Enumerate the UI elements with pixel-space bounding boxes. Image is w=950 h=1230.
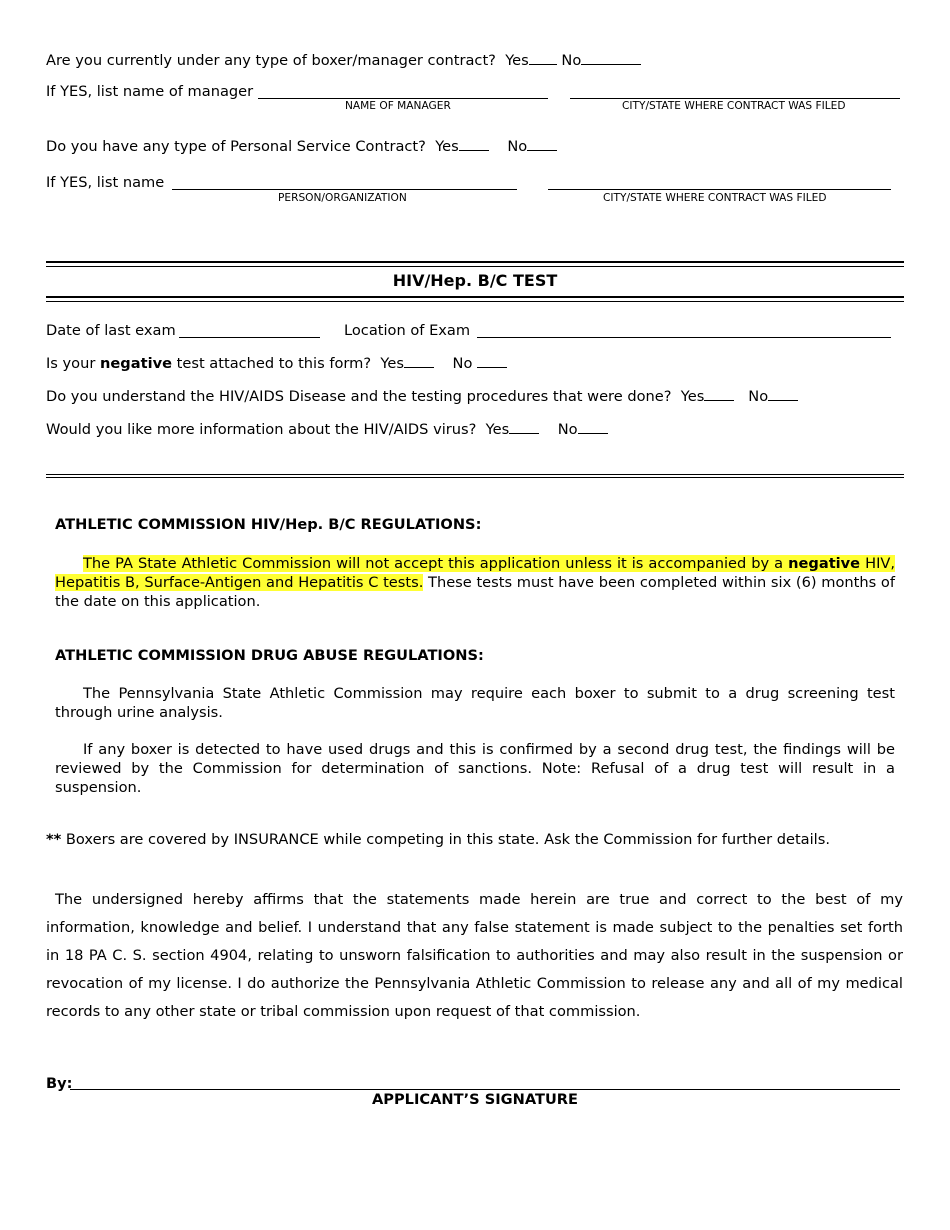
- manager-contract-question: Are you currently under any type of boxer/manager contract? Yes No: [46, 51, 641, 69]
- understand-no-field[interactable]: [768, 387, 798, 401]
- personal-service-question: Do you have any type of Personal Service Contract? Yes No: [46, 137, 557, 155]
- exam-location-field[interactable]: [477, 324, 891, 338]
- more-info-yes-field[interactable]: [509, 420, 539, 434]
- manager-contract-yes-field[interactable]: [529, 51, 557, 65]
- hiv-section-title: HIV/Hep. B/C TEST: [392, 271, 558, 290]
- affirmation-paragraph: The undersigned hereby affirms that the statements made herein are true and correct to the best of my information, knowledge and belief. I understand that any false statement is made subject to the penalties set forth in 18 PA C. S. section 4904, relating to unsworn falsification to authorities and may also result in the suspension or revocation of my license. I do authorize the Pennsylvania Athletic Commission to release any and all of my medical records to any other state or tribal commission upon request of that commission.: [46, 891, 903, 1020]
- person-name-field[interactable]: [172, 176, 517, 190]
- understand-yes-field[interactable]: [704, 387, 734, 401]
- test-attached-no-field[interactable]: [477, 354, 507, 368]
- person-city-caption: CITY/STATE WHERE CONTRACT WAS FILED: [603, 192, 827, 204]
- hiv-regulations-paragraph: The PA State Athletic Commission will not accept this application unless it is accompanied by a negative HIV, Hepatitis B, Surface-Antigen and Hepatitis C tests. These tests must have been completed within six (6) months of the date on this application.: [55, 555, 895, 610]
- exam-location-label: Location of Exam: [344, 322, 471, 339]
- manager-name-caption: NAME OF MANAGER: [345, 100, 451, 112]
- section-divider: [46, 301, 904, 302]
- more-info-question: Would you like more information about the HIV/AIDS virus? Yes No: [46, 420, 608, 438]
- section-divider: [46, 474, 904, 475]
- insurance-note: ** Boxers are covered by INSURANCE while competing in this state. Ask the Commission for further details.: [46, 831, 830, 848]
- drug-regulations-paragraph-1: The Pennsylvania State Athletic Commission may require each boxer to submit to a drug screening test through urine analysis.: [55, 685, 895, 721]
- person-city-field[interactable]: [548, 176, 891, 190]
- signature-caption: APPLICANT’S SIGNATURE: [371, 1091, 579, 1108]
- section-divider: [46, 477, 904, 478]
- exam-date-label: Date of last exam: [46, 322, 176, 339]
- signature-field[interactable]: [70, 1076, 900, 1090]
- hiv-regulations-heading: ATHLETIC COMMISSION HIV/Hep. B/C REGULATIONS:: [55, 516, 482, 533]
- section-divider: [46, 296, 904, 298]
- manager-name-row: If YES, list name of manager: [46, 83, 254, 100]
- understand-question: Do you understand the HIV/AIDS Disease and the testing procedures that were done? Yes No: [46, 387, 798, 405]
- manager-city-field[interactable]: [570, 85, 900, 99]
- test-attached-question: Is your negative test attached to this form? Yes No: [46, 354, 507, 372]
- personal-service-yes-field[interactable]: [459, 137, 489, 151]
- exam-date-field[interactable]: [179, 324, 320, 338]
- section-divider: [46, 261, 904, 263]
- drug-regulations-heading: ATHLETIC COMMISSION DRUG ABUSE REGULATIONS:: [55, 647, 484, 664]
- signature-by-label: By:: [46, 1075, 73, 1092]
- person-caption: PERSON/ORGANIZATION: [278, 192, 407, 204]
- personal-service-no-field[interactable]: [527, 137, 557, 151]
- drug-regulations-paragraph-2: If any boxer is detected to have used drugs and this is confirmed by a second drug test, the findings will be reviewed by the Commission for determination of sanctions. Note: Refusal of a drug test will result in a suspension.: [55, 741, 895, 796]
- person-name-row: If YES, list name: [46, 174, 165, 191]
- section-divider: [46, 266, 904, 267]
- manager-name-field[interactable]: [258, 85, 548, 99]
- more-info-no-field[interactable]: [578, 420, 608, 434]
- manager-city-caption: CITY/STATE WHERE CONTRACT WAS FILED: [622, 100, 846, 112]
- manager-contract-no-field[interactable]: [581, 51, 641, 65]
- test-attached-yes-field[interactable]: [404, 354, 434, 368]
